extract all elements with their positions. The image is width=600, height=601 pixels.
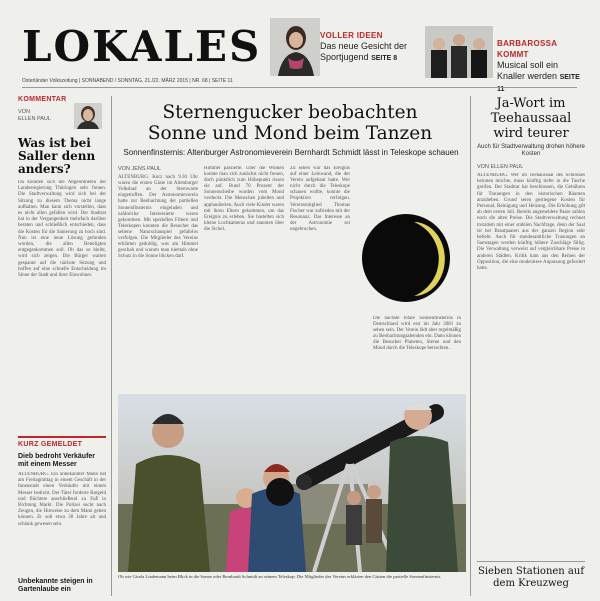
eclipse-photo: [352, 208, 460, 310]
observers-photo: [118, 394, 466, 572]
author-portrait: [74, 103, 102, 129]
teaser-sportjugend[interactable]: [320, 30, 420, 64]
right-subline: Auch für Stadtverwaltung drohen höhere Kosten: [477, 144, 585, 157]
kurz-body: ALTENBURG. Ein unbekannter Mann hat am Freitagmittag in einem Geschäft in der Innenstadt einen Verkäufer mit einem Messer bedroht. Der Täter forderte Bargeld und flüchtete anschließend zu Fuß in Richtung Markt. Die Polizei sucht nach Zeugen, die Hinweise zu dem Mann geben können. Er soll etwa 30 Jahre alt und schlank gewesen sein.: [18, 472, 106, 527]
main-subline: Sonnenfinsternis: Altenburger Astronomieverein Bernhardt Schmidt lässt in Teleskope schauen: [123, 148, 459, 157]
teaser-text: Musical soll ein Knaller werden SEITE 11: [497, 60, 580, 93]
photo-caption: Ob wie Gisela Lindemann beim Blick in die Sonne oder Bernhardt Schmidt an seinem Teleskop: Die Mitglieder des Vereins erklärten den Gästen die partielle Sonnenfinsternis.: [118, 574, 442, 579]
dateline: Osterländer Volkszeitung | SONNABEND / SONNTAG, 21./22. MÄRZ 2015 | NR. 68 | SEITE 11: [22, 78, 577, 88]
right-divider: [477, 561, 585, 562]
kommentar-kicker: KOMMENTAR: [18, 96, 67, 103]
right-author: VON ELLEN PAUL: [477, 164, 524, 170]
story-column-3: Zu sehen war das Ereignis auf einer Leinwand, die der Verein aufgebaut hatte. Wer nicht durch die Teleskope schauen wollte, konnte die Projektion verfolgen. Vereinsmitglied Thomas Fischer war zufrieden mit der Resonanz. Das Interesse an der Astronomie sei ungebrochen.: [290, 166, 350, 232]
kommentar-body: Da konnten sich die Abgeordneten der Landesregierung Thüringen sehr freuen. Die Stadtverwaltung wird sich bei der Sitzung zu diesem Thema nicht lange aufhalten. Man kann sich vorstellen, dass es nicht allen gefallen wird. Der Stadtrat hat in der Vergangenheit mehrfach darüber beraten und schließlich entschieden, dass die Kosten für die Sanierung zu hoch sind. Nun ist eine neue Lösung gefunden worden, die allen Beteiligten entgegenkommen soll. Ob das so bleibt, wird sich zeigen. Die Bürger warten gespannt auf die nächste Sitzung und hoffen auf eine schnelle Entscheidung im Sinne der Stadt und ihrer Einwohner.: [18, 180, 106, 279]
kommentar-column: [18, 96, 106, 594]
teaser-text: Das neue Gesicht der Sportjugend SEITE 8: [320, 41, 408, 62]
story-column-4: Die nächste totale Sonnenfinsternis in Deutschland wird erst im Jahr 2081 zu sehen sein. Der Verein lädt aber regelmäßig zu Beobachtungsabenden ein. Dann können die Besucher Planeten, Sterne und den Mond durch die Teleskope betrachten.: [373, 316, 461, 352]
kurz-kicker: KURZ GEMELDET: [18, 441, 83, 448]
teaser-kicker: VOLLER IDEEN: [320, 31, 383, 40]
right-headline: Ja-Wort im Teehaussaal wird teurer: [490, 96, 572, 141]
story-author: VON JENS PAUL: [118, 166, 161, 172]
right-body: ALTENBURG. Wer im Teehaussaal des Schlosses heiraten möchte, muss künftig tiefer in die Tasche greifen. Der Stadtrat hat beschlossen, die Gebühren für Trauungen in den historischen Räumen anzuheben. Grund seien gestiegene Kosten für Personal, Reinigung und Heizung. Die Erhöhung gilt ab dem ersten Juli. Bereits angemeldete Paare zahlen noch die alten Preise. Die Stadtverwaltung rechnet trotzdem mit einer stabilen Nachfrage, denn der Saal ist bei Brautpaaren aus der ganzen Region sehr beliebt. Auch für standesamtliche Trauungen an Samstagen werden künftig höhere Zuschläge fällig. Die Verwaltung verweist auf vergleichbare Preise in anderen Städten. Kritik kam aus den Reihen der Opposition, die eine moderatere Anpassung gefordert hatte.: [477, 173, 585, 272]
teaser-kicker: BARBAROSSA KOMMT: [497, 39, 558, 59]
kommentar-headline: Was ist bei Saller denn anders?: [18, 136, 96, 176]
right-headline-2: Sieben Stationen auf dem Kreuzweg: [477, 566, 585, 589]
story-column-1: VON JENS PAUL ALTENBURG. Kurz nach 9.30 Uhr waren die ersten Gäste im Altenburger Volksbad an der Sternwarte eingetroffen. Der Astronomieverein hatte zur Beobachtung der partiellen Sonnenfinsternis eingeladen und zahlreiche Interessierte waren gekommen. Mit speziellen Filtern und Teleskopen konnten die Besucher das seltene Naturschauspiel gefahrlos verfolgen. Die Mitglieder des Vereins erklärten geduldig, was am Himmel geschah und warum man niemals ohne Schutz in die Sonne blicken darf.: [118, 166, 198, 260]
column-rule-right: [470, 96, 471, 596]
story-column-2: Himmel passierte. Über die Wolken konnte man sich zunächst nicht freuen, doch pünktlich zum Höhepunkt rissen sie auf. Rund 70 Prozent der Sonnenscheibe wurden vom Mond verdeckt. Die Menschen jubelten und applaudierten. Auch viele Kinder waren mit ihren Eltern gekommen, um das Ereignis zu erleben. Sie bastelten sich kleine Lochkameras und staunten über die Sichel.: [204, 166, 284, 232]
sportjugend-photo: [270, 18, 320, 76]
kurz-headline-2: Unbekannte steigen in Gartenlaube ein: [18, 578, 93, 593]
kurz-headline: Dieb bedroht Verkäufer mit einem Messer: [18, 453, 96, 468]
musical-photo: [425, 26, 493, 78]
section-logo: LOKALES: [22, 22, 262, 71]
right-column: [477, 96, 585, 590]
main-headline: Sternengucker beobachten Sonne und Mond beim Tanzen: [147, 102, 433, 144]
column-rule-left: [111, 96, 112, 596]
kurz-divider: [18, 436, 106, 438]
kommentar-author-label: VON: [18, 109, 30, 115]
kommentar-author: ELLEN PAUL: [18, 116, 51, 122]
